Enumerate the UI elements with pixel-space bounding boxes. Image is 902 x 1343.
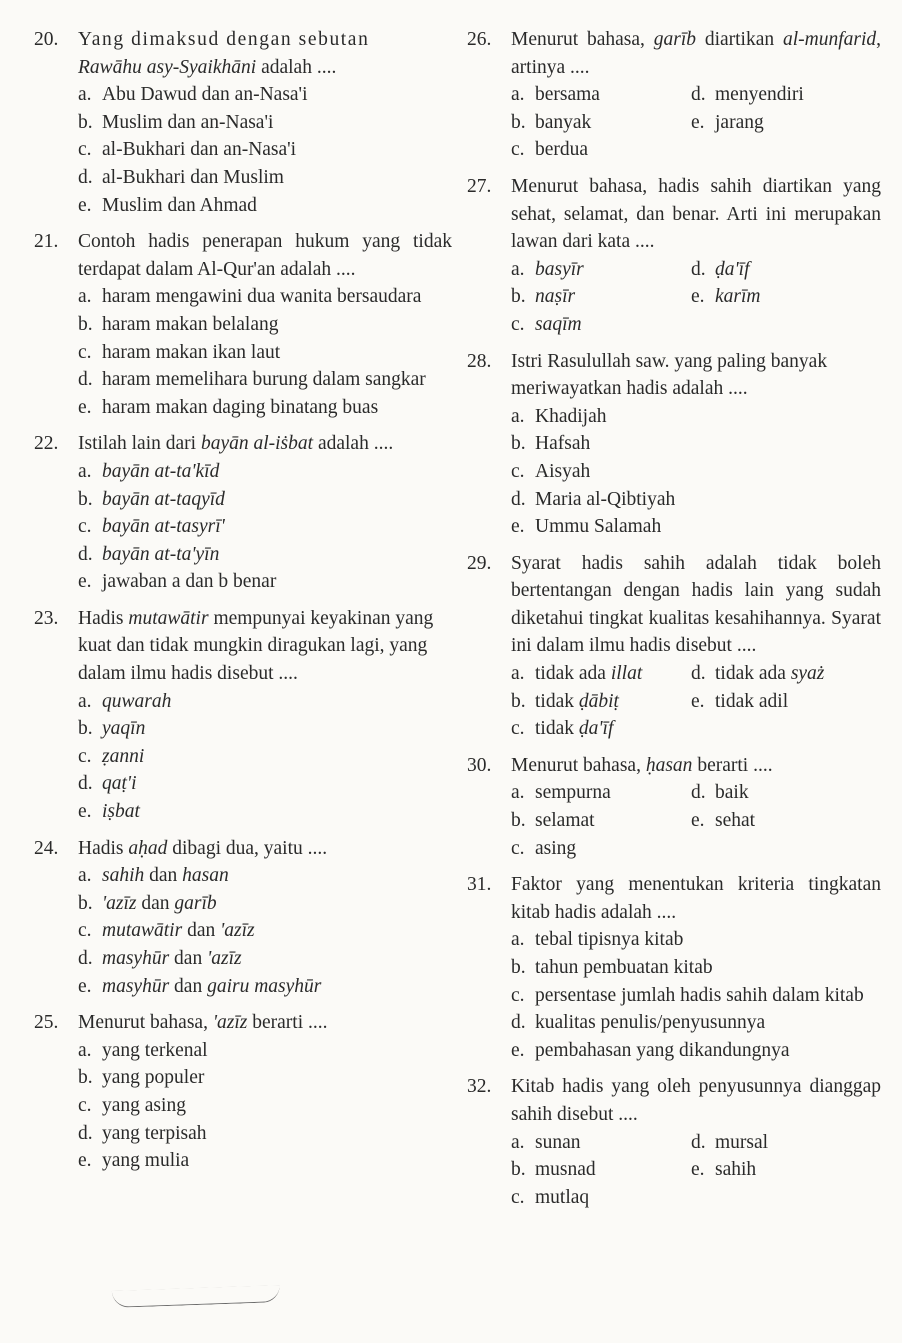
- option-a[interactable]: a. basyīr: [511, 258, 584, 280]
- question-text: Contoh hadis penerapan hukum yang tidak terdapat dalam Al-Qur'an adalah ....: [78, 231, 452, 280]
- options: [511, 256, 881, 339]
- question-text: dibagi dua, yaitu ....: [167, 837, 328, 859]
- question-text-italic: aḥad: [128, 837, 168, 859]
- question-number: 29.: [467, 552, 492, 574]
- question-32: [467, 1073, 881, 1211]
- option-b[interactable]: b. banyak: [511, 111, 592, 133]
- question-text: mempunyai keyakinan yang kuat dan tidak mungkin diragukan lagi, yang dalam ilmu hadis disebut ....: [78, 607, 434, 685]
- option-d[interactable]: d. Maria al-Qibtiyah: [511, 488, 676, 510]
- question-text: Faktor yang menentukan kriteria tingkatan kitab hadis adalah ....: [511, 874, 881, 923]
- option-b[interactable]: b. musnad: [511, 1159, 596, 1181]
- option-c[interactable]: c. ẓanni: [78, 745, 145, 767]
- question-24: [34, 835, 452, 1001]
- question-number: 27.: [467, 175, 492, 197]
- question-text-italic: 'azīz: [212, 1012, 248, 1034]
- option-c[interactable]: c. mutlaq: [511, 1186, 590, 1208]
- question-28: [467, 348, 881, 541]
- option-c[interactable]: c. bayān at-tasyrī': [78, 516, 225, 538]
- option-a[interactable]: a. Abu Dawud dan an-Nasa'i: [78, 84, 308, 106]
- options: [511, 926, 881, 1064]
- option-c[interactable]: c. berdua: [511, 139, 589, 161]
- option-a[interactable]: a. quwarah: [78, 690, 172, 712]
- question-text: adalah ....: [313, 433, 394, 455]
- option-d[interactable]: d. menyendiri: [691, 84, 804, 106]
- question-text: Menurut bahasa,: [78, 1012, 213, 1034]
- option-d[interactable]: d. kualitas penulis/penyusunnya: [511, 1012, 766, 1034]
- question-text: Hadis: [78, 607, 129, 629]
- option-e[interactable]: e. karīm: [691, 286, 761, 308]
- right-column: [467, 26, 881, 1211]
- option-e[interactable]: e. tidak adil: [691, 690, 789, 712]
- options: [511, 660, 881, 743]
- option-e[interactable]: e. yang mulia: [78, 1150, 190, 1172]
- question-number: 32.: [467, 1076, 492, 1098]
- option-b[interactable]: b. selamat: [511, 810, 595, 832]
- question-number: 22.: [34, 433, 59, 455]
- option-d[interactable]: d. mursal: [691, 1131, 769, 1153]
- question-20: [34, 26, 452, 219]
- option-b[interactable]: b. yang populer: [78, 1067, 205, 1089]
- option-a[interactable]: a. sempurna: [511, 782, 611, 804]
- option-e[interactable]: e. jawaban a dan b benar: [78, 571, 277, 593]
- options: [78, 458, 452, 596]
- option-e[interactable]: e. iṣbat: [78, 801, 140, 823]
- option-d[interactable]: d. ḍa'īf: [691, 258, 750, 280]
- question-text: Istilah lain dari: [78, 433, 201, 455]
- options: [511, 81, 881, 164]
- option-d[interactable]: d. al-Bukhari dan Muslim: [78, 166, 284, 188]
- option-d[interactable]: d. tidak ada syaż: [691, 663, 825, 685]
- question-text: Yang dimaksud dengan sebutan: [78, 29, 370, 50]
- option-c[interactable]: c. yang asing: [78, 1094, 186, 1116]
- option-a[interactable]: a. sunan: [511, 1131, 581, 1153]
- option-d[interactable]: d. yang terpisah: [78, 1122, 207, 1144]
- left-column: [34, 26, 452, 1175]
- option-e[interactable]: e. haram makan daging binatang buas: [78, 396, 379, 418]
- options: [78, 81, 452, 219]
- option-e[interactable]: e. sehat: [691, 810, 756, 832]
- question-23: [34, 605, 452, 826]
- option-e[interactable]: e. Ummu Salamah: [511, 516, 662, 538]
- question-number: 20.: [34, 29, 59, 50]
- question-30: 30. Menurut bahasa, ḥasan berarti .... a. sempurna d. baik b. selamat e. sehat c. asing: [467, 752, 881, 862]
- options: [78, 283, 452, 421]
- question-26: 26. Menurut bahasa, garīb diartikan al-munfarid, artinya .... a. bersama d. menyendiri b. banyak e. jarang c. berdua: [467, 26, 881, 164]
- question-number: 24.: [34, 837, 59, 859]
- question-number: 23.: [34, 607, 59, 629]
- option-b[interactable]: b. tidak ḍābiṭ: [511, 690, 619, 712]
- option-d[interactable]: d. baik: [691, 782, 749, 804]
- option-a[interactable]: a. Khadijah: [511, 405, 607, 427]
- question-number: 28.: [467, 350, 492, 372]
- options: [78, 862, 452, 1000]
- option-a[interactable]: a. yang terkenal: [78, 1039, 208, 1061]
- option-d[interactable]: d. qaṭ'i: [78, 773, 137, 795]
- option-c[interactable]: c. saqīm: [511, 313, 582, 335]
- option-b[interactable]: b. naṣīr: [511, 286, 576, 308]
- option-c[interactable]: c. mutawātir dan 'azīz: [78, 920, 255, 942]
- option-b[interactable]: b. Hafsah: [511, 433, 591, 455]
- option-b[interactable]: b. Muslim dan an-Nasa'i: [78, 111, 274, 133]
- option-e[interactable]: e. pembahasan yang dikandungnya: [511, 1039, 790, 1061]
- option-b[interactable]: b. bayān at-taqyīd: [78, 488, 225, 510]
- question-text: Kitab hadis yang oleh penyusunnya dianggap sahih disebut ....: [511, 1076, 881, 1125]
- question-21: [34, 228, 452, 421]
- option-b[interactable]: b. yaqīn: [78, 718, 146, 740]
- question-text-italic: mutawātir: [128, 607, 209, 629]
- option-d[interactable]: d. bayān at-ta'yīn: [78, 543, 220, 565]
- option-a[interactable]: a. tidak ada illat: [511, 663, 643, 685]
- options: [511, 779, 881, 862]
- option-c[interactable]: c. tidak ḍa'īf: [511, 718, 614, 740]
- option-c[interactable]: c. asing: [511, 837, 577, 859]
- question-text-italic: bayān al-iṡbat: [200, 433, 314, 455]
- question-number: 21.: [34, 231, 59, 253]
- option-a[interactable]: a. bayān at-ta'kīd: [78, 460, 220, 482]
- question-text: berarti ....: [247, 1012, 328, 1034]
- option-a[interactable]: a. sahih dan hasan: [78, 865, 229, 887]
- question-text: Hadis: [78, 837, 129, 859]
- option-c[interactable]: c. persentase jumlah hadis sahih dalam kitab: [511, 984, 864, 1006]
- option-d[interactable]: d. masyhūr dan 'azīz: [78, 948, 242, 969]
- question-text: Menurut bahasa, hadis sahih diartikan yang sehat, selamat, dan benar. Arti ini merupakan lawan dari kata ....: [511, 175, 881, 253]
- option-e[interactable]: e. jarang: [691, 111, 764, 133]
- question-text: Istri Rasulullah saw. yang paling banyak meriwayatkan hadis adalah ....: [511, 350, 828, 400]
- option-b[interactable]: b. haram makan belalang: [78, 313, 279, 335]
- options: [78, 1037, 452, 1175]
- option-c[interactable]: c. haram makan ikan laut: [78, 341, 281, 363]
- option-a[interactable]: a. haram mengawini dua wanita bersaudara: [78, 286, 422, 308]
- question-text: Syarat hadis sahih adalah tidak boleh bertentangan dengan hadis lain yang sudah diketahui tingkat kualitas kesahihannya. Syarat ini dalam ilmu hadis disebut ....: [511, 552, 881, 657]
- question-number: 31.: [467, 874, 492, 896]
- option-e[interactable]: e. masyhūr dan gairu masyhūr: [78, 975, 322, 997]
- option-e[interactable]: e. sahih: [691, 1159, 757, 1181]
- option-b[interactable]: b. tahun pembuatan kitab: [511, 957, 713, 978]
- option-c[interactable]: c. Aisyah: [511, 460, 591, 482]
- question-29: [467, 550, 881, 743]
- question-number: 25.: [34, 1012, 59, 1034]
- question-31: [467, 871, 881, 1064]
- option-a[interactable]: a. tebal tipisnya kitab: [511, 929, 684, 951]
- options: [511, 403, 881, 541]
- question-number: 30.: [467, 754, 492, 776]
- question-text: adalah ....: [256, 56, 337, 78]
- options: [511, 1129, 881, 1212]
- option-b[interactable]: b. 'azīz dan garīb: [78, 892, 217, 914]
- options: [78, 688, 452, 826]
- pen-underline-mark: [112, 1285, 280, 1308]
- question-27: [467, 173, 881, 339]
- question-text-italic: Rawāhu asy-Syaikhāni: [78, 56, 257, 78]
- option-a[interactable]: a. bersama: [511, 84, 600, 106]
- option-d[interactable]: d. haram memelihara burung dalam sangkar: [78, 369, 426, 391]
- option-c[interactable]: c. al-Bukhari dan an-Nasa'i: [78, 139, 297, 161]
- question-22: [34, 430, 452, 596]
- option-e[interactable]: e. Muslim dan Ahmad: [78, 194, 257, 216]
- question-number: 26.: [467, 29, 492, 50]
- question-25: [34, 1009, 452, 1175]
